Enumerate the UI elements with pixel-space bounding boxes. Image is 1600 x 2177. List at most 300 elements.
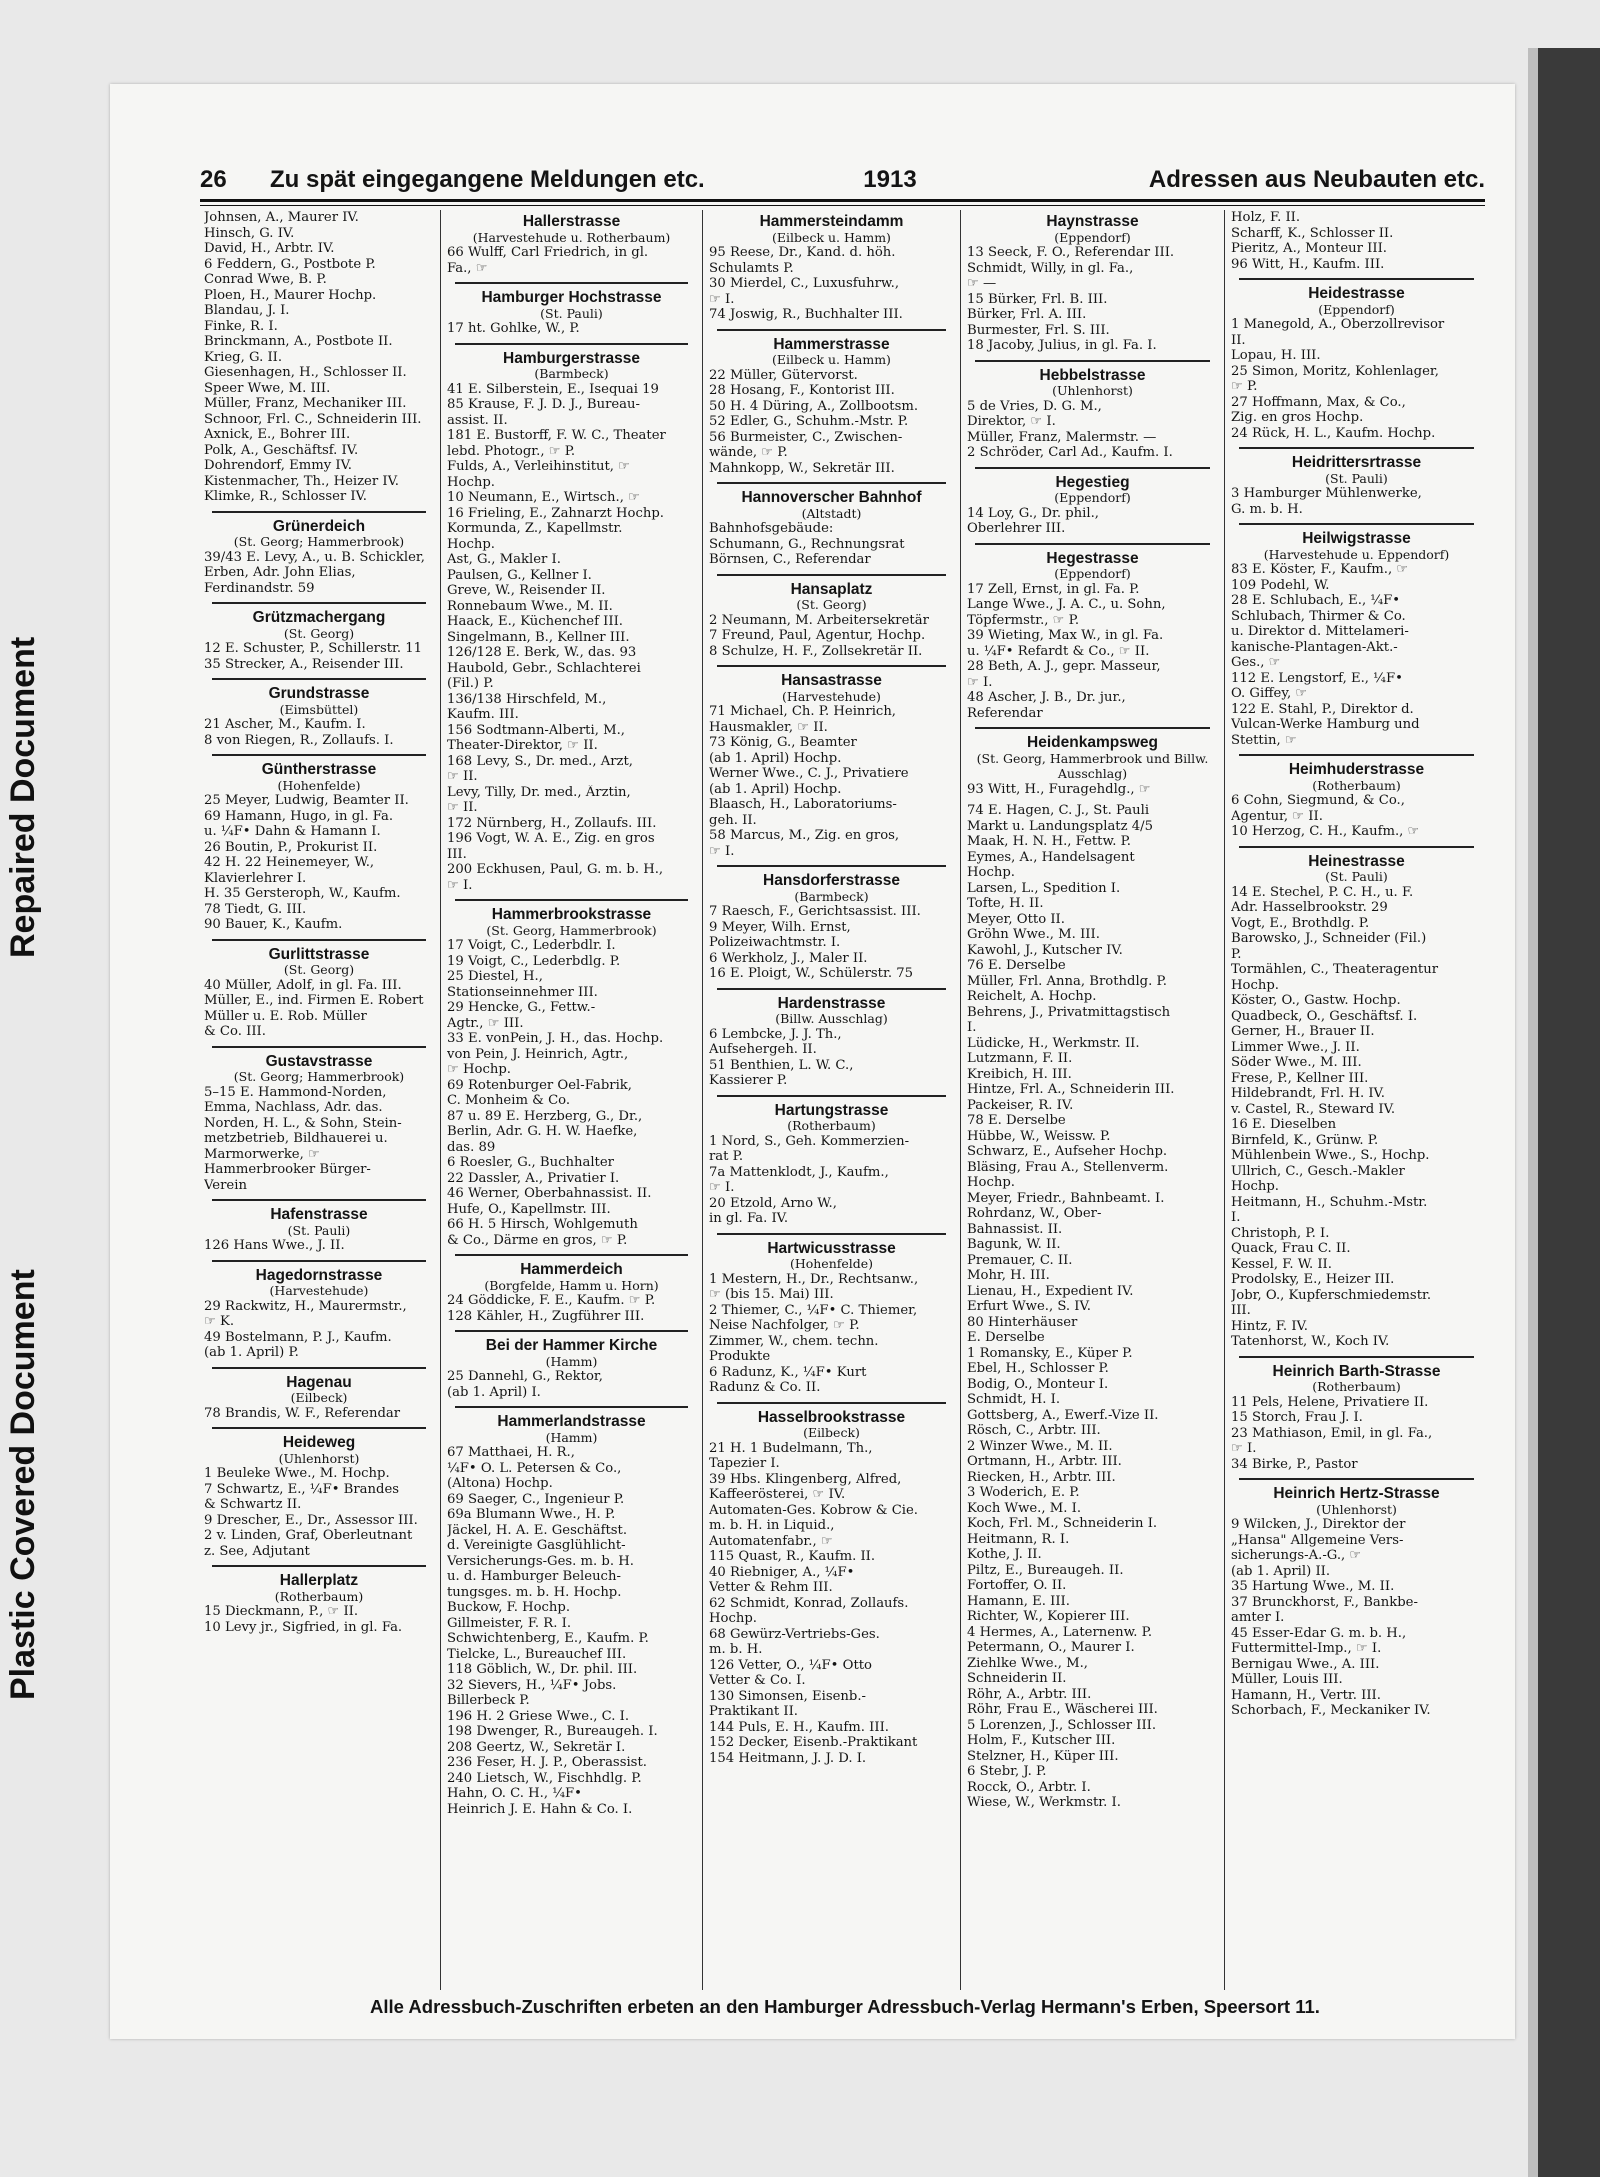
directory-entry: Maak, H. N. H., Fettw. P. [967, 834, 1131, 849]
directory-page [110, 84, 1515, 2039]
directory-entry: 39/43 E. Levy, A., u. B. Schickler, [204, 549, 425, 565]
street-heading: Heidenkampsweg [1027, 734, 1158, 751]
directory-entry: ☞ — [967, 276, 997, 291]
section-divider [1239, 754, 1474, 756]
district-label: (St. Georg; Hammerbrook) [233, 1069, 405, 1084]
directory-entry: Verein [204, 1177, 247, 1193]
street-heading: Hasselbrookstrasse [757, 1408, 906, 1426]
section-divider [717, 1095, 946, 1097]
directory-entry: Behrens, J., Privatmittagstisch [967, 1004, 1171, 1020]
section-divider [212, 1199, 426, 1201]
directory-entry: 58 Marcus, M., Zig. en gros, [709, 828, 900, 843]
directory-entry: ☞ I. [967, 674, 993, 690]
directory-entry: 7 Freund, Paul, Agentur, Hochp. [709, 628, 926, 643]
section-divider [1239, 1478, 1474, 1480]
street-block [709, 1103, 954, 1227]
directory-entry: Lienau, H., Expedient IV. [967, 1283, 1134, 1299]
directory-entry: Stelzner, H., Küper III. [967, 1748, 1119, 1764]
street-block [204, 610, 434, 672]
directory-entry: 16 Frieling, E., Zahnarzt Hochp. [447, 505, 664, 521]
district-label: (Rotherbaum) [1312, 777, 1401, 793]
directory-entry: Werner Wwe., C. J., Privatiere [709, 766, 909, 781]
directory-entry: 35 Hartung Wwe., M. II. [1231, 1579, 1395, 1594]
directory-entry: 17 Zell, Ernst, in gl. Fa. P. [967, 581, 1140, 597]
directory-entry: Frese, P., Kellner III. [1231, 1070, 1369, 1086]
page-number: 26 [200, 166, 227, 193]
footer-notice: Alle Adressbuch-Zuschriften erbeten an den Hamburger Adressbuch-Verlag Hermann's Erben, Speersort 11. [370, 1996, 1320, 2017]
directory-entry: 6 Feddern, G., Postbote P. [204, 256, 376, 272]
directory-entry: Kormunda, Z., Kapellmstr. [447, 521, 623, 536]
directory-entry: ☞ II. [447, 769, 478, 784]
directory-entry: 37 Brunckhorst, F., Bankbe- [1231, 1594, 1418, 1610]
directory-entry: 198 Dwenger, R., Bureaugeh. I. [447, 1724, 658, 1739]
directory-entry: 7 Raesch, F., Gerichtsassist. III. [709, 904, 921, 919]
directory-entry: 25 Meyer, Ludwig, Beamter II. [204, 793, 409, 808]
directory-entry: 8 Schulze, H. F., Zollsekretär II. [709, 643, 923, 659]
street-block [709, 873, 954, 982]
directory-entry: Quack, Frau C. II. [1231, 1241, 1351, 1256]
street-block [204, 1054, 434, 1194]
section-divider [975, 360, 1210, 362]
section-divider [455, 1406, 688, 1408]
directory-entry: 1 Beuleke Wwe., M. Hochp. [204, 1466, 390, 1481]
directory-entry: 22 Müller, Gütervorst. [709, 367, 858, 383]
header-year: 1913 [863, 166, 917, 193]
side-label-repaired: Repaired Document [4, 636, 42, 959]
directory-entry: ☞ I. [1231, 1441, 1257, 1456]
district-label: (Eilbeck) [290, 1390, 348, 1405]
directory-entry: 9 Meyer, Wilh. Ernst, [709, 919, 851, 935]
directory-entry: 90 Bauer, K., Kaufm. [204, 917, 343, 932]
directory-entry: 28 Hosang, F., Kontorist III. [709, 383, 895, 398]
columns [198, 210, 1488, 1990]
directory-entry: 6 Radunz, K., ¼F• Kurt [709, 1364, 867, 1380]
directory-entry: 40 Müller, Adolf, in gl. Fa. III. [204, 977, 402, 993]
directory-entry: Ortmann, H., Arbtr. III. [967, 1454, 1122, 1469]
street-block [204, 1573, 434, 1635]
street-block [1231, 455, 1482, 517]
directory-entry: 11 Pels, Helene, Privatiere II. [1231, 1394, 1429, 1410]
directory-entry: Limmer Wwe., J. II. [1231, 1039, 1360, 1055]
directory-entry: Speer Wwe, M. III. [204, 380, 331, 396]
directory-entry: Schnoor, Frl. C., Schneiderin III. [204, 411, 422, 427]
directory-entry: Bürker, Frl. A. III. [967, 307, 1087, 322]
street-block [204, 1207, 434, 1254]
column-2 [440, 210, 702, 1990]
directory-entry: 130 Simonsen, Eisenb.- [709, 1688, 867, 1704]
section-divider [212, 1427, 426, 1429]
street-heading: Heinrich Barth-Strasse [1272, 1362, 1441, 1380]
street-heading: Grützmachergang [252, 609, 386, 626]
street-block [709, 582, 954, 660]
street-heading: Haynstrasse [1046, 213, 1139, 230]
street-heading: Hamburger Hochstrasse [481, 289, 662, 306]
street-block [709, 673, 954, 859]
section-divider [212, 1046, 426, 1048]
directory-entry: wände, ☞ P. [709, 445, 788, 460]
directory-entry: Müller, Frl. Anna, Brothdlg. P. [967, 973, 1167, 989]
directory-entry: 25 Simon, Moritz, Kohlenlager, [1231, 363, 1439, 379]
directory-entry: Rohrdanz, W., Ober- [967, 1206, 1102, 1221]
directory-entry: Hochp. [709, 1611, 757, 1626]
directory-entry: Dohrendorf, Emmy IV. [204, 458, 352, 473]
district-label: (Eppendorf) [1318, 301, 1395, 317]
directory-entry: Fa., ☞ [447, 260, 488, 276]
directory-entry: 9 Drescher, E., Dr., Assessor III. [204, 1512, 418, 1528]
directory-entry: Hochp. [967, 865, 1015, 880]
directory-entry: Packeiser, R. IV. [967, 1097, 1074, 1113]
directory-entry: Versicherungs-Ges. m. b. H. [447, 1553, 634, 1569]
street-heading: Heidestrasse [1308, 285, 1405, 302]
street-block [204, 686, 434, 748]
directory-entry: Zimmer, W., chem. techn. [709, 1333, 879, 1349]
directory-entry: Haack, E., Küchenchef III. [447, 614, 623, 629]
directory-entry: 13 Seeck, F. O., Referendar III. [967, 245, 1175, 260]
directory-entry: ☞ II. [447, 800, 478, 815]
street-heading: Bei der Hammer Kirche [485, 1337, 658, 1354]
directory-entry: 87 u. 89 E. Herzberg, G., Dr., [447, 1108, 643, 1124]
directory-entry: & Schwartz II. [204, 1497, 302, 1512]
directory-entry: 48 Ascher, J. B., Dr. jur., [967, 690, 1126, 705]
street-block [204, 1435, 434, 1559]
directory-entry: 96 Witt, H., Kaufm. III. [1231, 256, 1385, 272]
street-heading: Hallerstrasse [522, 213, 621, 230]
header-right-title: Adressen aus Neubauten etc. [1148, 166, 1485, 193]
district-label: (Eppendorf) [1054, 229, 1131, 245]
directory-entry: Hinsch, G. IV. [204, 225, 295, 241]
directory-entry: C. Monheim & Co. [447, 1093, 571, 1108]
directory-entry: 45 Esser-Edar G. m. b. H., [1231, 1625, 1407, 1641]
directory-entry: Lutzmann, F. II. [967, 1051, 1073, 1066]
directory-entry: kanische-Plantagen-Akt.- [1231, 639, 1398, 655]
directory-entry: 154 Heitmann, J. J. D. I. [709, 1750, 867, 1766]
directory-entry: Heinrich J. E. Hahn & Co. I. [447, 1801, 633, 1817]
directory-entry: 1 Nord, S., Geh. Kommerzien- [709, 1133, 910, 1149]
section-divider [212, 1260, 426, 1262]
street-block [709, 1410, 954, 1767]
directory-entry: 17 ht. Gohlke, W., P. [447, 321, 580, 336]
directory-entry: 122 E. Stahl, P., Direktor d. [1231, 701, 1414, 717]
section-divider [455, 343, 688, 345]
district-label: (Harvestehude) [782, 688, 881, 704]
directory-entry: 76 E. Derselbe [967, 958, 1066, 973]
directory-entry: Schorbach, F., Meckaniker IV. [1231, 1703, 1431, 1718]
directory-entry: 2 Thiemer, C., ¼F• C. Thiemer, [709, 1302, 918, 1318]
header-rule [200, 199, 1485, 202]
directory-entry: metzbetrieb, Bildhauerei u. [204, 1131, 388, 1146]
directory-entry: Markt u. Landungsplatz 4/5 [967, 818, 1153, 834]
directory-entry: 73 König, G., Beamter [709, 735, 857, 750]
directory-entry: & Co., Därme en gros, ☞ P. [447, 1232, 628, 1248]
district-label: (Harvestehude u. Eppendorf) [1263, 546, 1450, 562]
directory-entry: Vulcan-Werke Hamburg und [1231, 717, 1420, 732]
directory-entry: Schwarz, E., Aufseher Hochp. [967, 1144, 1168, 1159]
street-block [967, 735, 1218, 797]
directory-entry: Theater-Direktor, ☞ II. [447, 738, 598, 753]
directory-entry: Bahnhofsgebäude: [709, 521, 834, 536]
street-block [1231, 1486, 1482, 1719]
directory-entry: Pieritz, A., Monteur III. [1231, 241, 1387, 256]
directory-entry: 6 Roesler, G., Buchhalter [447, 1155, 614, 1170]
directory-entry: 2 Winzer Wwe., M. II. [967, 1438, 1113, 1454]
directory-entry: 9 Wilcken, J., Direktor der [1231, 1517, 1406, 1532]
directory-entry: Billerbeck P. [447, 1693, 530, 1708]
directory-entry: 68 Gewürz-Vertriebs-Ges. [709, 1626, 880, 1642]
directory-entry: 1 Romansky, E., Küper P. [967, 1345, 1133, 1361]
directory-entry: Ronnebaum Wwe., M. II. [447, 598, 613, 614]
directory-entry: 93 Witt, H., Furagehdlg., ☞ [967, 781, 1151, 797]
district-label: (Eilbeck u. Hamm) [772, 352, 891, 367]
directory-entry: 168 Levy, S., Dr. med., Arzt, [447, 753, 633, 769]
district-label: (Hohenfelde) [789, 1256, 874, 1271]
directory-entry: 2 v. Linden, Graf, Oberleutnant [204, 1528, 413, 1543]
directory-entry: 128 Kähler, H., Zugführer III. [447, 1308, 645, 1324]
directory-entry: 49 Bostelmann, P. J., Kaufm. [204, 1329, 392, 1345]
street-block [204, 947, 434, 1040]
scan-edge-light [1528, 48, 1538, 2177]
directory-entry: Kistenmacher, Th., Heizer IV. [204, 473, 399, 489]
directory-entry: 15 Storch, Frau J. I. [1231, 1410, 1363, 1425]
directory-entry: 236 Feser, H. J. P., Oberassist. [447, 1755, 647, 1770]
street-block [447, 1414, 696, 1817]
directory-entry: Vogt, E., Brothdlg. P. [1231, 915, 1370, 931]
directory-entry: Levy, Tilly, Dr. med., Ärztin, [447, 784, 631, 800]
section-divider [455, 1254, 688, 1256]
directory-entry: 172 Nürnberg, H., Zollaufs. III. [447, 815, 657, 831]
directory-entry: Polk, A., Geschäftsf. IV. [204, 442, 359, 458]
directory-entry: 24 Göddicke, F. E., Kaufm. ☞ P. [447, 1293, 656, 1308]
directory-entry: Produkte [709, 1349, 771, 1364]
directory-entry: 56 Burmeister, C., Zwischen- [709, 429, 903, 445]
directory-entry: Barowsko, J., Schneider (Fil.) [1231, 931, 1427, 946]
directory-entry: 118 Göblich, W., Dr. phil. III. [447, 1662, 638, 1677]
directory-entry: 52 Edler, G., Schuhm.-Mstr. P. [709, 414, 909, 429]
directory-entry: 10 Levy jr., Sigfried, in gl. Fa. [204, 1619, 403, 1635]
district-label: (Rotherbaum) [1312, 1379, 1401, 1394]
directory-entry: 32 Sievers, H., ¼F• Jobs. [447, 1677, 617, 1693]
directory-entry: 85 Krause, F. J. D. J., Bureau- [447, 397, 640, 412]
district-label: (Hamm) [545, 1353, 598, 1369]
street-block [1231, 1364, 1482, 1473]
district-label: (Rotherbaum) [787, 1118, 876, 1133]
directory-entry: sicherungs-A.-G., ☞ [1231, 1548, 1362, 1563]
directory-entry: Ferdinandstr. 59 [204, 580, 315, 596]
directory-entry: Rösch, C., Arbtr. III. [967, 1423, 1101, 1438]
directory-entry: 10 Herzog, C. H., Kaufm., ☞ [1231, 824, 1420, 839]
street-block [1231, 286, 1482, 441]
street-heading: Hagenau [286, 1373, 352, 1391]
section-divider [717, 1233, 946, 1235]
directory-entry: Schneiderin II. [967, 1671, 1067, 1686]
directory-entry: P. [1231, 946, 1242, 962]
directory-entry: 29 Hencke, G., Fettw.- [447, 1000, 596, 1015]
directory-entry: Tatenhorst, W., Koch IV. [1231, 1334, 1390, 1349]
street-block [1231, 762, 1482, 840]
street-block [447, 1262, 696, 1324]
section-divider [455, 1330, 688, 1332]
directory-entry: Ullrich, C., Gesch.-Makler [1231, 1163, 1405, 1179]
section-divider [717, 482, 946, 484]
district-label: (St. Pauli) [540, 305, 603, 321]
directory-entry: (ab 1. April) P. [204, 1345, 299, 1360]
street-heading: Hamburgerstrasse [503, 349, 640, 367]
directory-entry: u. d. Hamburger Beleuch- [447, 1569, 621, 1584]
street-heading: Hardenstrasse [777, 994, 886, 1012]
district-label: (Eppendorf) [1054, 490, 1131, 505]
street-block [967, 214, 1218, 354]
directory-entry: O. Giffey, ☞ [1231, 686, 1308, 701]
directory-entry: 78 Tiedt, G. III. [204, 901, 307, 917]
directory-entry: Paulsen, G., Kellner I. [447, 567, 592, 583]
directory-entry: Giesenhagen, H., Schlosser II. [204, 365, 407, 380]
directory-entry: Agtr., ☞ III. [447, 1015, 524, 1031]
directory-entry: Marmorwerke, ☞ [204, 1146, 320, 1162]
directory-entry: 30 Mierdel, C., Luxusfuhrw., [709, 276, 900, 291]
directory-entry: Riecken, H., Arbtr. III. [967, 1469, 1116, 1485]
directory-entry: 7a Mattenklodt, J., Kaufm., [709, 1164, 889, 1180]
street-heading: Hammerlandstrasse [497, 1413, 646, 1430]
directory-entry: 40 Riebniger, A., ¼F• [709, 1564, 855, 1580]
directory-entry: 1 Mestern, H., Dr., Rechtsanw., [709, 1271, 919, 1287]
directory-entry: Meyer, Otto II. [967, 911, 1065, 927]
directory-entry: 152 Decker, Eisenb.-Praktikant [709, 1735, 918, 1750]
section-divider [212, 602, 426, 604]
directory-entry: Ebel, H., Schlosser P. [967, 1361, 1109, 1376]
directory-entry: Axnick, E., Bohrer III. [204, 427, 351, 442]
street-block [967, 475, 1218, 537]
street-heading: Hansastrasse [781, 672, 882, 689]
directory-entry: 39 Wieting, Max W., in gl. Fa. [967, 628, 1164, 643]
directory-entry: 115 Quast, R., Kaufm. II. [709, 1549, 876, 1564]
directory-entry: Fortoffer, O. II. [967, 1578, 1067, 1593]
street-block [447, 214, 696, 276]
directory-entry: 20 Etzold, Arno W., [709, 1195, 837, 1211]
directory-entry: Köster, O., Gastw. Hochp. [1231, 993, 1401, 1008]
directory-entry: 27 Hoffmann, Max, & Co., [1231, 394, 1406, 410]
street-heading: Hartwicusstrasse [767, 1239, 896, 1257]
directory-entry: Blandau, J. I. [204, 303, 290, 318]
directory-entry: Müller, Franz, Mechaniker III. [204, 396, 407, 411]
street-heading: Hallerplatz [279, 1572, 359, 1589]
directory-entry: Finke, R. I. [204, 318, 278, 334]
street-heading: Hansdorferstrasse [763, 872, 900, 889]
street-block [204, 1375, 434, 1422]
directory-entry: I. [967, 1020, 977, 1035]
directory-entry: Petermann, O., Maurer I. [967, 1640, 1135, 1655]
directory-entry: Schmidt, H. I. [967, 1392, 1061, 1407]
directory-entry: Söder Wwe., M. III. [1231, 1055, 1362, 1070]
district-label: (Altstadt) [801, 505, 862, 521]
directory-entry: Reichelt, A. Hochp. [967, 989, 1097, 1004]
directory-entry: Ast, G., Makler I. [447, 552, 561, 567]
scan-edge-dark [1538, 48, 1600, 2177]
directory-entry: Hochp. [447, 474, 495, 490]
directory-entry: 17 Voigt, C., Lederbdlr. I. [447, 938, 616, 953]
street-heading: Hebbelstrasse [1039, 366, 1146, 384]
directory-entry: 74 Joswig, R., Buchhalter III. [709, 307, 903, 322]
directory-entry: Hochp. [447, 536, 495, 552]
directory-entry: Schmidt, Willy, in gl. Fa., [967, 260, 1134, 276]
directory-entry: 21 H. 1 Budelmann, Th., [709, 1440, 873, 1456]
district-label: (St. Pauli) [287, 1222, 351, 1238]
directory-entry: Stettin, ☞ [1231, 732, 1297, 748]
directory-entry: 46 Werner, Oberbahnassist. II. [447, 1186, 652, 1201]
directory-entry: 62 Schmidt, Konrad, Zollaufs. [709, 1595, 909, 1611]
directory-entry: m. b. H. [709, 1642, 763, 1657]
directory-entry: David, H., Arbtr. IV. [204, 241, 335, 256]
directory-entry: 23 Mathiason, Emil, in gl. Fa., [1231, 1425, 1433, 1441]
directory-entry: Kaufm. III. [447, 707, 519, 722]
district-label: (Eilbeck) [803, 1425, 860, 1440]
directory-entry: Röhr, A., Arbtr. III. [967, 1686, 1092, 1702]
directory-entry: Hamann, E. III. [967, 1593, 1070, 1609]
directory-entry: 25 Dannehl, G., Rektor, [447, 1369, 603, 1384]
directory-entry: Automatenfabr., ☞ [709, 1533, 833, 1549]
directory-entry: Gröhn Wwe., M. III. [967, 927, 1100, 942]
directory-entry: Aufsehergeh. II. [709, 1042, 817, 1057]
street-heading: Hansaplatz [790, 580, 873, 598]
directory-entry: 78 Brandis, W. F., Referendar [204, 1405, 401, 1421]
section-divider [975, 467, 1210, 469]
directory-entry: Erfurt Wwe., S. IV. [967, 1299, 1091, 1314]
street-block [1231, 531, 1482, 748]
directory-entry: 29 Rackwitz, H., Maurermstr., [204, 1298, 407, 1314]
directory-entry: Hochp. [1231, 977, 1279, 993]
directory-entry: u. Direktor d. Mittelameri- [1231, 624, 1409, 639]
street-block [709, 1241, 954, 1396]
section-divider [717, 865, 946, 867]
directory-entry: 67 Matthaei, H. R., [447, 1445, 575, 1460]
directory-entry: ☞ K. [204, 1314, 235, 1329]
directory-entry: 6 Lembcke, J. J. Th., [709, 1026, 842, 1042]
directory-entry: & Co. III. [204, 1024, 266, 1039]
column-1 [198, 210, 440, 1990]
directory-entry: Vetter & Rehm III. [709, 1580, 833, 1595]
street-block [204, 210, 434, 505]
directory-entry: Müller, Louis III. [1231, 1672, 1343, 1687]
section-divider [212, 511, 426, 513]
directory-entry: E. Derselbe [967, 1330, 1045, 1345]
section-divider [717, 988, 946, 990]
directory-entry: 14 E. Stechel, P. C. H., u. F. [1231, 884, 1414, 900]
directory-entry: Bernigau Wwe., A. III. [1231, 1656, 1380, 1672]
section-divider [212, 1565, 426, 1567]
directory-entry: Kaffeerösterei, ☞ IV. [709, 1487, 846, 1502]
section-divider [212, 939, 426, 941]
section-divider [975, 727, 1210, 729]
directory-entry: 16 E. Ploigt, W., Schülerstr. 75 [709, 966, 913, 981]
directory-entry: 24 Rück, H. L., Kaufm. Hochp. [1231, 425, 1436, 441]
street-heading: Hegestieg [1055, 473, 1130, 491]
street-heading: Heideweg [282, 1434, 356, 1451]
directory-entry: Lüdicke, H., Werkmstr. II. [967, 1035, 1140, 1051]
directory-entry: Blaasch, H., Laboratoriums- [709, 797, 897, 812]
directory-entry: 109 Podehl, W. [1231, 577, 1330, 593]
directory-entry: 19 Voigt, C., Lederbdlg. P. [447, 953, 621, 969]
directory-entry: 15 Dieckmann, P., ☞ II. [204, 1604, 359, 1619]
directory-entry: Johnsen, A., Maurer IV. [204, 210, 359, 225]
directory-entry: 196 H. 2 Griese Wwe., C. I. [447, 1708, 630, 1724]
directory-entry: 69 Rotenburger Oel-Fabrik, [447, 1077, 632, 1093]
district-label: (Barmbeck) [794, 888, 869, 904]
directory-entry: Adr. Hasselbrookstr. 29 [1231, 900, 1388, 915]
directory-entry: Gerner, H., Brauer II. [1231, 1024, 1375, 1039]
section-divider [975, 543, 1210, 545]
street-heading: Heilwigstrasse [1302, 530, 1411, 547]
street-heading: Heimhuderstrasse [1288, 761, 1425, 778]
directory-entry: Agentur, ☞ II. [1231, 808, 1323, 824]
street-heading: Heinestrasse [1308, 852, 1405, 870]
